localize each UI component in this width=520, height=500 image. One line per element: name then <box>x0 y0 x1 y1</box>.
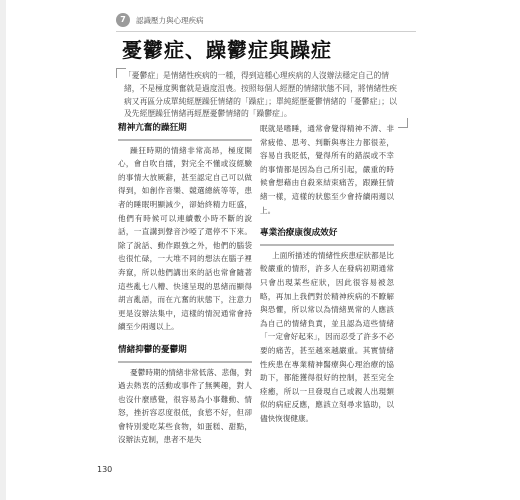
right-column <box>260 122 394 429</box>
body-paragraph: 上面所描述的情緒性疾患症狀都是比較嚴重的情形，許多人在發病初期通常只會出現某些症狀，因此很容易被忽略，再加上我們對於精神疾病的不瞭解與恐懼，所以常以為情緒異常的人應該為自己的情緒負責，並且認為這些情緒「一定會好起來」，因而忍受了許多不必要的痛苦，甚至越來越嚴重。其實情緒性疾患在專業精神醫療與心理治療的協助下，都能獲得很好的控制，甚至完全痊癒，所以一旦發現自己或親人出現類似的病症反應，應該立刻尋求協助，以儘快恢復健康。 <box>260 250 394 423</box>
page-title: 憂鬱症、躁鬱症與躁症 <box>122 38 332 62</box>
body-paragraph-continued: 眠就是嗜睡，通常會覺得精神不濟、非常疲倦、思考、判斷與專注力都很差，容易自我貶低，覺得所有的錯誤或不幸的事情都是因為自己所引起，嚴重的時候會想藉由自殺來結束痛苦，跟躁狂情緒一樣，這樣的狀態至少會持續兩週以上。 <box>260 124 394 215</box>
left-column <box>118 122 252 451</box>
header-rule <box>116 31 416 32</box>
page-number: 130 <box>97 465 113 474</box>
section-rule <box>118 361 252 363</box>
intro-paragraph: 「憂鬱症」是情緒性疾病的一種，得到這種心理疾病的人沒辦法穩定自己的情緒，不是極度興奮就是過度沮喪。按照每個人經歷的情緒狀態不同，將情緒性疾病又再區分成單純經歷躁狂情緒的「躁症」；單純經歷憂鬱情緒的「憂鬱症」；以及先經歷躁狂情緒再經歷憂鬱情緒的「躁鬱症」。 <box>124 71 397 119</box>
chapter-number-badge: 7 <box>116 13 130 27</box>
chapter-title: 認識壓力與心理疾病 <box>136 15 204 25</box>
page-edge <box>0 0 6 500</box>
body-paragraph: 憂鬱時期的情緒非常低落、悲傷，對過去熱衷的活動或事件了無興趣，對人也沒什麼感覺，很容易為小事難動、情怒，挫折容忍度很低，食慾不好，但卻會特別愛吃某些食物，如蛋糕、甜點，沒辦法克制，患者不是失 <box>118 367 252 445</box>
section-heading-depressive: 情緒抑鬱的憂鬱期 <box>118 344 187 355</box>
section-rule <box>260 244 394 246</box>
section-rule <box>118 139 252 141</box>
section-heading-manic: 精神亢奮的躁狂期 <box>118 123 187 133</box>
body-paragraph: 躁狂時期的情緒非常高昂，極度開心，會自吹自擂，對完全不懂或沒經驗的事情大放厥辭，甚至認定自己可以做得到，如創作音樂、競選總統等等，患者的睡眠明顯減少，卻始終精力旺盛，他們有時候可以連續數小時不斷的說話，一直講到聲音沙啞了還停不下來。除了說話、動作跟強之外，他們的腦袋也很忙碌，一大堆不同的想法在腦子裡奔竄，所以他們講出來的話也常會隨著這些亂七八糟、快速呈現的思緒而顯得胡言亂語，而在亢奮的狀態下，注意力更是沒辦法集中，這樣的情況通常會持續至少兩週以上。 <box>118 145 252 332</box>
section-heading-treatment: 專業治療康復成效好 <box>260 228 338 239</box>
running-header <box>116 10 204 30</box>
